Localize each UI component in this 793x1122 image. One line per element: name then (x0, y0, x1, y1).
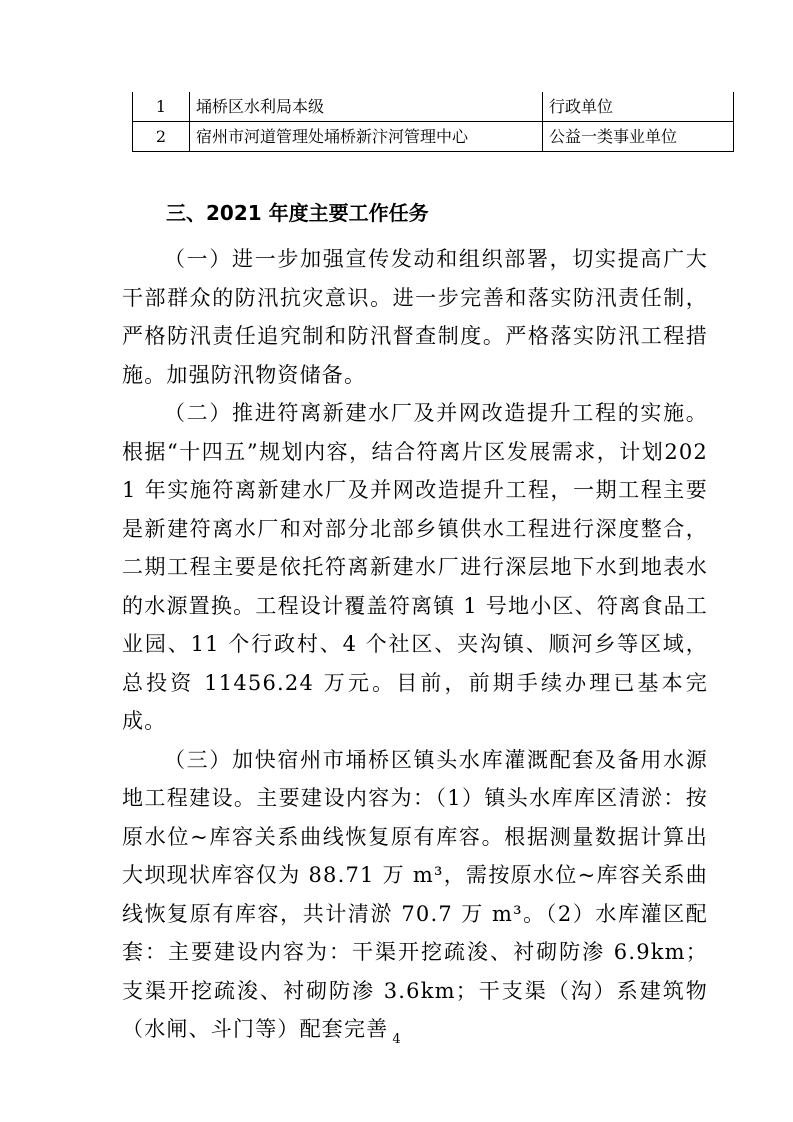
paragraph-3: （三）加快宿州市埇桥区镇头水库灌溉配套及备用水源地工程建设。主要建设内容为：（1）镇头水库库区清淤：按原水位~库容关系曲线恢复原有库容。根据测量数据计算出大坝现状库容仅为 88.71 万 m³，需按原水位~库容关系曲线恢复原有库容，共计清淤 70.7 万 m³。（2）水库灌区配套：主要建设内容为：干渠开挖疏浚、衬砌防渗 6.9km；支渠开挖疏浚、衬砌防渗 3.6km；干支渠（沟）系建筑物（水闸、斗门等）配套完善 (122, 747, 708, 1041)
unit-type: 公益一类事业单位 (543, 122, 734, 152)
row-number: 2 (133, 122, 190, 152)
section-heading: 三、2021 年度主要工作任务 (166, 201, 429, 225)
table-row (133, 122, 734, 152)
table-row (133, 92, 734, 122)
unit-name: 宿州市河道管理处埇桥新汴河管理中心 (190, 122, 543, 152)
units-table (132, 92, 734, 152)
unit-type: 行政单位 (543, 92, 734, 122)
body-text (122, 240, 708, 1049)
unit-name: 埇桥区水利局本级 (190, 92, 543, 122)
page-number: 4 (392, 1032, 401, 1047)
row-number: 1 (133, 92, 190, 122)
paragraph-2: （二）推进符离新建水厂及并网改造提升工程的实施。根据“十四五”规划内容，结合符离片区发展需求，计划2021 年实施符离新建水厂及并网改造提升工程，一期工程主要是新建符离水厂和对部分北部乡镇供水工程进行深度整合，二期工程主要是依托符离新建水厂进行深层地下水到地表水的水源置换。工程设计覆盖符离镇 1 号地小区、符离食品工业园、11 个行政村、4 个社区、夹沟镇、顺河乡等区域，总投资 11456.24 万元。目前，前期手续办理已基本完成。 (122, 401, 708, 733)
paragraph-1: （一）进一步加强宣传发动和组织部署，切实提高广大干部群众的防汛抗灾意识。进一步完善和落实防汛责任制，严格防汛责任追究制和防汛督查制度。严格落实防汛工程措施。加强防汛物资储备。 (122, 247, 708, 387)
